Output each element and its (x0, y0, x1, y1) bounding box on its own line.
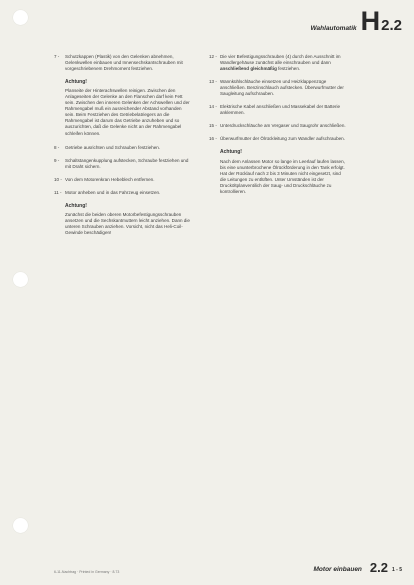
step-text (220, 54, 346, 72)
step-12 (209, 54, 346, 72)
step-13 (209, 79, 346, 97)
punch-hole-middle (13, 272, 28, 287)
imprint: 6-11-Nachtrag · Printed in Germany · 8.73 (54, 569, 120, 574)
caution-note-1 (65, 79, 191, 136)
left-column (54, 54, 191, 244)
page-number: 1 - 5 (391, 566, 402, 573)
note-text: Planseite der Hinterachswellen reinigen. Zwischen den Anlageseiten der Gelenke an den Flanschen darf kein Fett sein. Zwischen den inneren Gelenken der Achswellen und der Rahmengabel muß ein ausreichender Abstand vorhanden sein. Beim Festziehen des Getriebelatriegers an die Rahmengabel ist darum das Getriebe anzuheben und so auszurichten, daß die Gelenke nicht an der Rahmengabel schleifen können. (65, 88, 190, 136)
group-letter: H (360, 6, 381, 36)
step-15 (209, 123, 346, 129)
right-column (209, 54, 346, 203)
step-number: 12 - (209, 54, 217, 59)
punch-hole-top (13, 10, 28, 25)
step-text: Wannkühlschläuche einsetzen und Heizklappenzüge anschließen. Benzinschlauch aufstecken. Überwurfmutter der Saugleitung aufschrauben. (220, 79, 344, 97)
step-number: 7 - (54, 54, 60, 59)
caution-note-2 (65, 203, 191, 236)
step-text: Überwurfmutter der Ölrückleitung zum Wandler aufschrauben. (220, 136, 345, 142)
step-16 (209, 136, 346, 142)
section-title: Motor einbauen (313, 565, 362, 573)
step-text: Getriebe ausrichten und Schrauben festziehen. (65, 144, 161, 150)
group-label: Wahlautomatik (310, 24, 357, 32)
page-footer (314, 561, 402, 574)
step-14 (209, 104, 346, 116)
group-number: 2.2 (381, 17, 402, 34)
step-text-start: Die vier Befestigungsschrauben (4) durch den Ausschnitt im Wandlergehäuse zunächst alle einschrauben und dann (220, 54, 341, 66)
step-8 (54, 145, 191, 151)
step-text: Motor anheben und in das Fahrzeug einsetzen. (65, 189, 161, 195)
page-header (311, 8, 402, 35)
step-text: Unterdruckschläuche am Vergaser und Saugrohr anschließen. (220, 123, 346, 129)
step-text-emphasis: anschließend gleichmäßig (220, 66, 277, 72)
step-text: Schutzkappen (Plastik) von den Gelenken abnehmen, Gelenkwellen einbauen und Innensechskantschrauben mit vorgeschriebenem Drehmoment festziehen. (65, 54, 183, 72)
step-11 (54, 190, 191, 196)
section-number: 2.2 (369, 560, 388, 575)
step-7 (54, 54, 191, 72)
step-number: 11 - (54, 189, 62, 195)
step-text: Elektrische Kabel anschließen und Massekabel der Batterie anklemmen. (220, 104, 341, 116)
step-text: Von dem Motorenkran Hebeblech entfernen. (65, 176, 155, 182)
step-text: Schaltstangenkupplung aufstecken, Schraube festziehen und mit Draht sichern. (65, 157, 189, 169)
step-number: 9 - (54, 157, 60, 163)
step-text-end: festziehen. (276, 66, 301, 72)
step-number: 15 - (209, 123, 217, 129)
note-text: Zunächst die beiden oberen Motorbefestigungsschrauben ansetzen und die Sechskantmuttern leicht anziehen. Dann die unteren Schrauben anziehen. Vorsicht, nicht das Heli-Coil-Gewinde beschädigen! (65, 211, 190, 235)
step-number: 8 - (54, 144, 60, 150)
step-number: 16 - (209, 136, 217, 142)
step-number: 13 - (209, 79, 217, 85)
note-title: Achtung! (220, 149, 242, 156)
step-10 (54, 177, 191, 183)
note-title: Achtung! (65, 202, 87, 209)
step-number: 10 - (54, 176, 62, 182)
note-title: Achtung! (65, 79, 87, 86)
step-number: 14 - (209, 104, 217, 110)
step-9 (54, 158, 191, 170)
caution-note-3 (220, 149, 346, 194)
note-text: Nach dem Anlassen Motor so lange im Leerlauf laufen lassen, bis eine ununterbrochene Ölrückförderung in den Tank erfolgt. Hat der Rücklauf nach 2 bis 3 Minuten nicht eingesetzt, sind die Leitungen zu entlüften. Unter Umständen ist der Drucköltplanventilich der Saug- und Druckschläuche zu kontrollieren. (220, 158, 345, 194)
punch-hole-bottom (13, 518, 28, 533)
